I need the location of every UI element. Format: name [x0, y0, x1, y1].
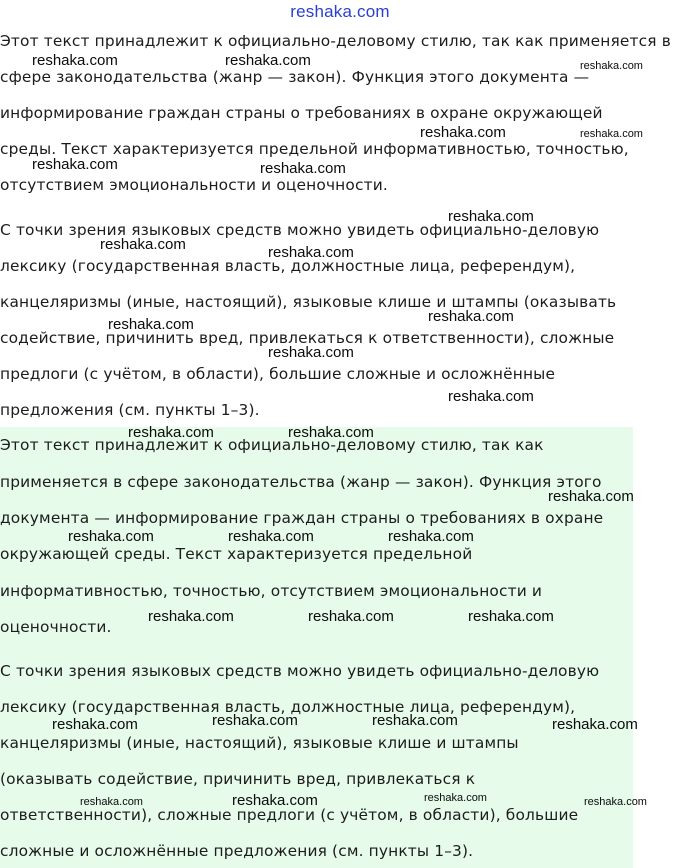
watermark-text: reshaka.com — [580, 60, 643, 72]
highlighted-line: окружающей среды. Текст характеризуется предельной — [0, 545, 473, 563]
highlighted-line: информативностью, точностью, отсутствием эмоциональности и — [0, 582, 543, 600]
highlighted-line: сложные и осложнённые предложения (см. пункты 1–3). — [0, 842, 474, 860]
highlighted-line: С точки зрения языковых средств можно увидеть официально-деловую — [0, 662, 600, 680]
paragraph-line: С точки зрения языковых средств можно увидеть официально-деловую — [0, 221, 600, 239]
watermark-text: reshaka.com — [108, 316, 194, 333]
watermark-text: reshaka.com — [448, 208, 534, 225]
watermark-text: reshaka.com — [548, 488, 634, 505]
watermark-text: reshaka.com — [428, 308, 514, 325]
watermark-text: reshaka.com — [128, 424, 214, 441]
watermark-text: reshaka.com — [468, 608, 554, 625]
watermark-text: reshaka.com — [80, 796, 143, 808]
watermark-text: reshaka.com — [372, 712, 458, 729]
watermark-text: reshaka.com — [68, 528, 154, 545]
paragraph-line: содействие, причинить вред, привлекаться к ответственности), сложные — [0, 329, 615, 347]
site-header-link[interactable]: reshaka.com — [290, 2, 390, 21]
paragraph-line: среды. Текст характеризуется предельной информативностью, точностью, — [0, 140, 629, 158]
watermark-text: reshaka.com — [228, 528, 314, 545]
highlighted-line: лексику (государственная власть, должностные лица, референдум), — [0, 698, 576, 716]
watermark-text: reshaka.com — [552, 716, 638, 733]
watermark-text: reshaka.com — [52, 716, 138, 733]
watermark-text: reshaka.com — [420, 124, 506, 141]
paragraph-line: канцеляризмы (иные, настоящий), языковые клише и штампы (оказывать — [0, 293, 617, 311]
highlighted-line: ответственности), сложные предлоги (с учётом, в области), большие — [0, 806, 579, 824]
paragraph-line: предлоги (с учётом, в области), большие сложные и осложнённые — [0, 365, 556, 383]
paragraph-line: информирование граждан страны о требованиях в охране окружающей — [0, 104, 603, 122]
paragraph-line: предложения (см. пункты 1–3). — [0, 401, 260, 419]
watermark-text: reshaka.com — [100, 236, 186, 253]
watermark-text: reshaka.com — [212, 712, 298, 729]
watermark-text: reshaka.com — [308, 608, 394, 625]
watermark-text: reshaka.com — [288, 424, 374, 441]
watermark-text: reshaka.com — [268, 344, 354, 361]
paragraph-line: отсутствием эмоциональности и оценочности. — [0, 176, 388, 194]
watermark-text: reshaka.com — [584, 796, 647, 808]
watermark-text: reshaka.com — [260, 160, 346, 177]
watermark-text: reshaka.com — [448, 388, 534, 405]
highlighted-line: оценочности. — [0, 618, 112, 636]
highlighted-line: канцеляризмы (иные, настоящий), языковые клише и штампы — [0, 734, 519, 752]
watermark-text: reshaka.com — [148, 608, 234, 625]
watermark-text: reshaka.com — [232, 792, 318, 809]
watermark-text: reshaka.com — [580, 128, 643, 140]
highlighted-line: применяется в сфере законодательства (жанр — закон). Функция этого — [0, 473, 602, 491]
watermark-text: reshaka.com — [32, 52, 118, 69]
paragraph-line: Этот текст принадлежит к официально-деловому стилю, так как применяется в — [0, 32, 671, 50]
watermark-text: reshaka.com — [388, 528, 474, 545]
highlighted-line: (оказывать содействие, причинить вред, привлекаться к — [0, 770, 476, 788]
paragraph-line: сфере законодательства (жанр — закон). Функция этого документа — — [0, 68, 590, 86]
watermark-text: reshaka.com — [225, 52, 311, 69]
watermark-text: reshaka.com — [268, 244, 354, 261]
watermark-text: reshaka.com — [32, 156, 118, 173]
highlighted-line: Этот текст принадлежит к официально-деловому стилю, так как — [0, 436, 544, 454]
paragraph-line: лексику (государственная власть, должностные лица, референдум), — [0, 257, 576, 275]
watermark-text: reshaka.com — [424, 792, 487, 804]
highlighted-line: документа — информирование граждан страны о требованиях в охране — [0, 509, 604, 527]
